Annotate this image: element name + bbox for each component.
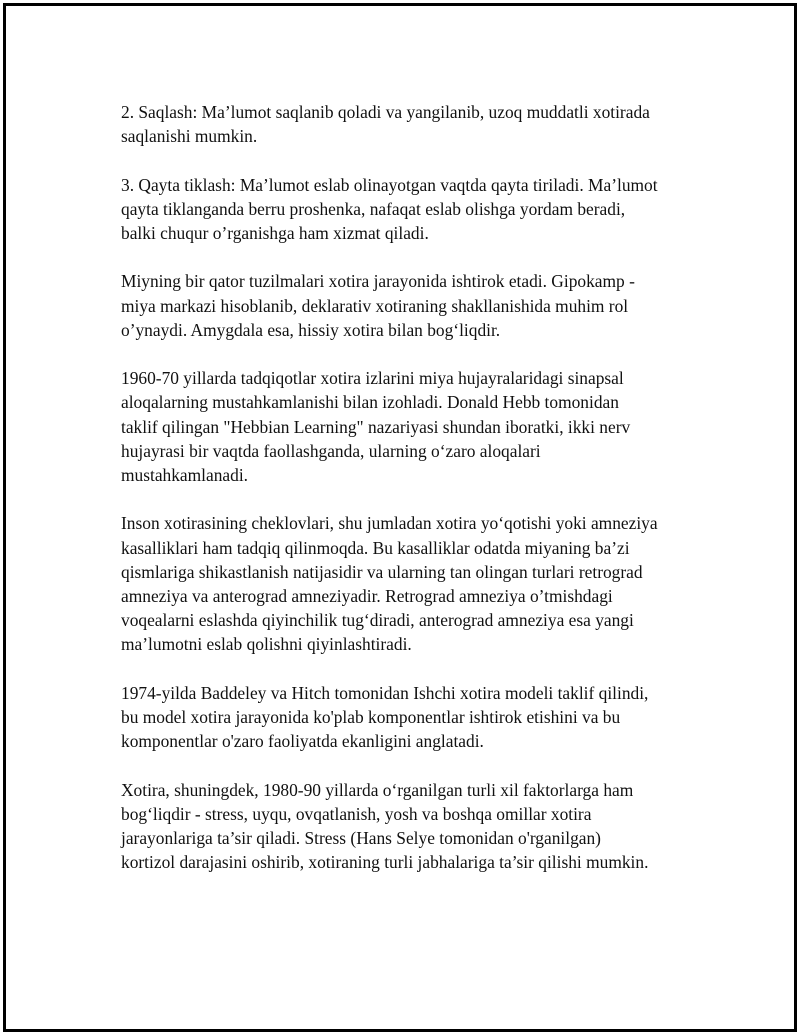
page-frame — [3, 3, 797, 1032]
document-body — [121, 100, 701, 899]
paragraph-amneziya: Inson xotirasining cheklovlari, shu jumladan xotira yo‘qotishi yoki amneziya kasalliklari ham tadqiq qilinmoqda. Bu kasalliklar odatda miyaning ba’zi qismlariga shikastlanish natijasidir va ularning tan olingan turlari retrograd amneziya va anterograd amneziyadir. Retrograd amneziya o’tmishdagi voqealarni eslashda qiyinchilik tug‘diradi, anterograd amneziya esa yangi ma’lumotni eslab qolishni qiyinlashtiradi. — [121, 513, 658, 655]
paragraph-miya-tuzilmalari: Miyning bir qator tuzilmalari xotira jarayonida ishtirok etadi. Gipokamp - miya markazi hisoblanib, deklarativ xotiraning shakllanishida muhim rol o’ynaydi. Amygdala esa, hissiy xotira bilan bog‘liqdir. — [121, 271, 635, 340]
paragraph-ishchi-xotira: 1974-yilda Baddeley va Hitch tomonidan Ishchi xotira modeli taklif qilindi, bu model xotira jarayonida ko'plab komponentlar ishtirok etishini va bu komponentlar o'zaro faoliyatda ekanligini anglatadi. — [121, 682, 649, 752]
paragraph-qayta-tiklash: 3. Qayta tiklash: Ma’lumot eslab olinayotgan vaqtda qayta tiriladi. Ma’lumot qayta tiklanganda berru proshenka, nafaqat eslab olishga yordam beradi, balki chuqur o’rganishga ham xizmat qiladi. — [121, 174, 658, 243]
paragraph-omillar: Xotira, shuningdek, 1980-90 yillarda o‘rganilgan turli xil faktorlarga ham bog‘liqdir - stress, uyqu, ovqatlanish, yosh va boshqa omillar xotira jarayonlariga ta’sir qiladi. Stress (Hans Selye tomonidan o'rganilgan) kortizol darajasini oshirib, xotiraning turli jabhalariga ta’sir qilishi mumkin. — [121, 779, 649, 873]
paragraph-hebbian-learning: 1960-70 yillarda tadqiqotlar xotira izlarini miya hujayralaridagi sinapsal aloqalarning mustahkamlanishi bilan izohladi. Donald Hebb tomonidan taklif qilingan "Hebbian Learning" nazariyasi shundan iboratki, ikki nerv hujayrasi bir vaqtda faollashganda, ularning o‘zaro aloqalari mustahkamlanadi. — [121, 368, 631, 485]
paragraph-saqlash: 2. Saqlash: Ma’lumot saqlanib qoladi va yangilanib, uzoq muddatli xotirada saqlanishi mumkin. — [121, 102, 650, 147]
